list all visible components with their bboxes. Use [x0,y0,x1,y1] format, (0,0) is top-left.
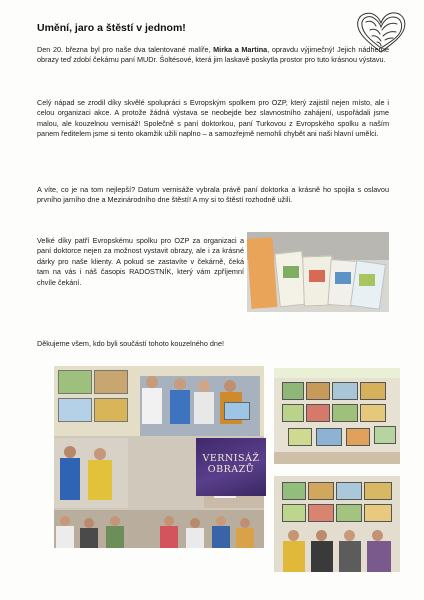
paragraph-date: A víte, co je na tom nejlepší? Datum vernisáže vybrala právě paní doktorka a krásně ho spojila s oslavou prvního jarního dne a Mezinárodního dne štěstí! A my si to štěstí rozhodně užili. [37,185,389,205]
intro-text-b: , opravdu výjimečný! Jejich nádherné obrazy teď zdobí čekárnu paní MUDr. Šoltésové, která jim laskavě poskytla prostor pro tuto krásnou výstavu. [37,45,389,65]
paragraph-intro [37,45,389,66]
banner-title [196,453,266,475]
painter-names: Mirka a Martina [213,45,268,54]
banner-line-2: OBRAZŮ [207,464,255,475]
vernissage-banner [196,438,266,496]
paragraph-closing: Děkujeme všem, kdo byli součástí tohoto kouzelného dne! [37,339,224,348]
paragraph-thanks: Velké díky patří Evropskému spolku pro OZP za organizaci a paní doktorce nejen za možnost vystavit obrazy, ale i za krásné dárky pro naše klienty. A pokud se zastavíte v čekárně, čeká tam na vás i náš časopis RADOSTNÍK, který vám zpříjemní chvíle čekání. [37,236,244,287]
banner-line-1: VERNISÁŽ [202,453,260,464]
intro-text-a: Den 20. března byl pro naše dva talentované malíře, [37,45,214,54]
paintings-wall-photo [274,368,400,464]
article-title: Umění, jaro a štěstí v jednom! [37,22,186,34]
magazines-photo [247,232,389,312]
paragraph-idea: Celý nápad se zrodil díky skvělé spolupráci s Evropským spolkem pro OZP, který zajistil nejen místo, ale i celou organizaci akce. A protože žádná výstava se neobejde bez slavnostního zahájení, uspořádali jsme malou, ale kouzelnou vernisáž! Společně s paní doktorkou, paní Turkovou z Evropského spolku a naším panem ředitelem jsme si tento okamžik užili naplno – a samozřejmě nemohli chybět ani naši hlavní umělci. [37,98,389,139]
group-photo [274,476,400,572]
